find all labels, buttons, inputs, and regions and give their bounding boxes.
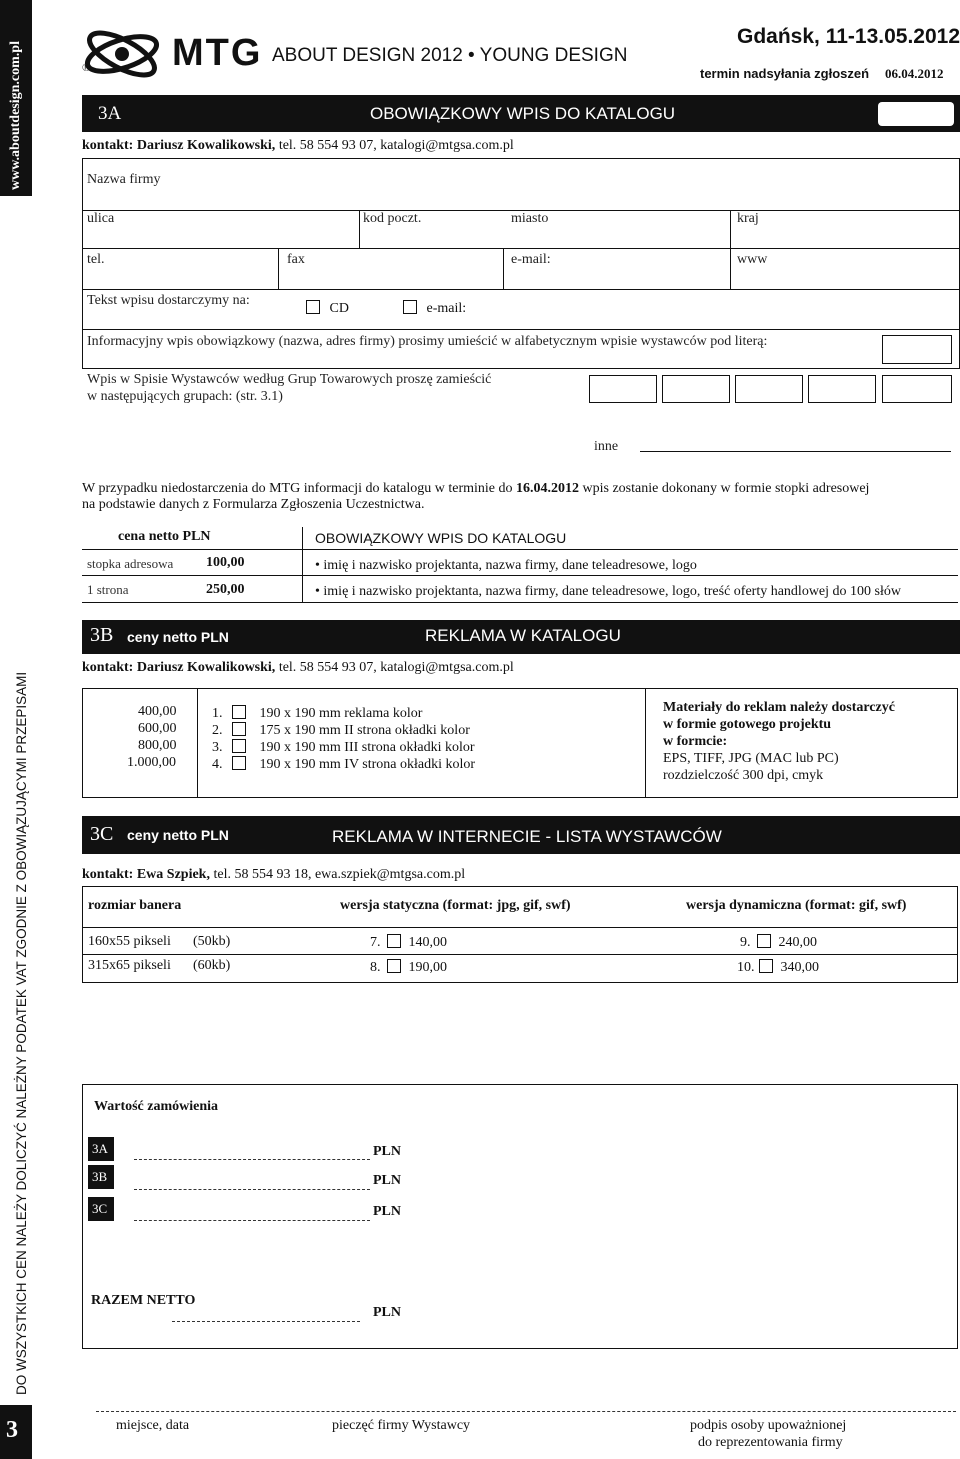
section-3a-contact [82,138,514,154]
price-row-value: 250,00 [206,582,245,597]
groups-instruction-1: Wpis w Spisie Wystawców według Grup Towarowych proszę zamieścić [87,372,492,387]
order-code-label: 3A [92,1141,108,1156]
ad-checkbox[interactable] [232,722,246,736]
ad-description: 190 x 190 mm III strona okładki kolor [259,740,475,755]
order-code-label: 3C [92,1201,108,1216]
event-place-date: Gdańsk, 11-13.05.2012 [737,25,960,48]
price-row-desc: • imię i nazwisko projektanta, nazwa firmy, dane teleadresowe, logo, treść oferty handlowej do 100 słów [315,584,901,599]
group-input-5[interactable] [882,375,952,403]
event-title: ABOUT DESIGN 2012 • YOUNG DESIGN [272,45,628,66]
ad-description: 190 x 190 mm IV strona okładki kolor [259,757,476,772]
price-row-name: 1 strona [87,582,129,597]
banner-size: 315x65 pikseli [88,958,171,973]
delivery-cd-label: CD [329,301,349,316]
tel-field[interactable]: tel. [87,252,105,267]
banner-dynamic-checkbox[interactable] [757,934,771,948]
section-3b-title: REKLAMA W KATALOGU [425,626,621,645]
ad-number: 3. [212,740,223,755]
notice-line-1 [82,481,869,497]
other-group-input[interactable] [640,451,951,452]
banner-static-option[interactable] [370,934,447,951]
section-3c-title: REKLAMA W INTERNECIE - LISTA WYSTAWCÓW [332,827,722,846]
delivery-cd-checkbox[interactable] [306,300,320,314]
delivery-email-option[interactable] [403,300,466,317]
order-code-label: 3B [92,1169,108,1184]
price-row-name: stopka adresowa [87,556,174,571]
banner-static-option[interactable] [370,959,447,976]
delivery-email-checkbox[interactable] [403,300,417,314]
footer-company-stamp: pieczęć firmy Wystawcy [332,1418,471,1433]
registered-mark: ® [82,62,91,74]
contact-3b-name: kontakt: Dariusz Kowalikowski, [82,660,276,675]
materials-line-3: w formcie: [663,734,728,749]
notice-text-a: W przypadku niedostarczenia do MTG informacji do katalogu w terminie do [82,481,516,496]
order-currency: PLN [373,1144,401,1159]
group-input-2[interactable] [662,375,730,403]
fax-field[interactable]: fax [287,252,305,267]
company-name-field[interactable]: Nazwa firmy [87,172,161,187]
section-3a-bar [82,95,960,132]
total-net-label: RAZEM NETTO [91,1293,196,1308]
banner-number: 7. [370,935,381,950]
ad-checkbox[interactable] [232,705,246,719]
banner-dynamic-header: wersja dynamiczna (format: gif, swf) [686,898,907,913]
other-group-label: inne [594,439,619,454]
section-3b-contact [82,660,514,676]
order-value-title: Wartość zamówienia [94,1099,219,1114]
delivery-email-label: e-mail: [426,301,467,316]
section-3b-code: 3B [90,624,114,646]
total-net-field[interactable] [172,1321,360,1322]
banner-static-header: wersja statyczna (format: jpg, gif, swf) [340,898,571,913]
banner-static-checkbox[interactable] [387,934,401,948]
ad-description: 175 x 190 mm II strona okładki kolor [259,723,470,738]
banner-price: 240,00 [778,935,817,950]
ad-checkbox[interactable] [232,739,246,753]
price-row-desc-text: imię i nazwisko projektanta, nazwa firmy, dane teleadresowe, logo, treść oferty handlowej do 100 słów [323,584,901,599]
total-currency: PLN [373,1305,401,1320]
logo-text: MTG [172,32,263,74]
letter-instruction: Informacyjny wpis obowiązkowy (nazwa, adres firmy) prosimy umieścić w alfabetycznym wpisie wystawców pod literą: [87,334,768,349]
city-field[interactable]: miasto [511,211,549,226]
footer-signature-1: podpis osoby upoważnionej [690,1418,847,1433]
page-number-bar [0,1405,32,1459]
ad-number: 2. [212,723,223,738]
ad-option[interactable] [212,739,475,756]
street-field[interactable]: ulica [87,211,115,226]
group-input-3[interactable] [735,375,803,403]
footer-signature-2: do reprezentowania firmy [698,1435,843,1450]
ad-price: 1.000,00 [127,755,176,770]
order-value-box [82,1084,958,1349]
postcode-field[interactable]: kod poczt. [363,211,422,226]
banner-price: 140,00 [408,935,447,950]
price-header: cena netto PLN [118,529,211,544]
www-field[interactable]: www [737,252,768,267]
materials-line-5: rozdzielczość 300 dpi, cmyk [663,768,824,783]
country-field[interactable]: kraj [737,211,759,226]
page-number: 3 [6,1417,18,1443]
banner-static-checkbox[interactable] [387,959,401,973]
order-currency: PLN [373,1204,401,1219]
order-currency: PLN [373,1173,401,1188]
ad-price: 400,00 [138,704,177,719]
section-3c-price-label: ceny netto PLN [127,827,229,843]
banner-price: 340,00 [780,960,819,975]
deadline-date: 06.04.2012 [885,66,944,81]
letter-input[interactable] [882,335,952,364]
materials-line-4: EPS, TIFF, JPG (MAC lub PC) [663,751,839,766]
sidebar-website: www.aboutdesign.com.pl [8,41,23,190]
price-row-desc-text: imię i nazwisko projektanta, nazwa firmy, dane teleadresowe, logo [323,558,697,573]
ad-price: 600,00 [138,721,177,736]
banner-number: 9. [740,935,751,950]
delivery-cd-option[interactable] [306,300,349,317]
deadline-label: termin nadsyłania zgłoszeń [700,66,870,81]
ad-description: 190 x 190 mm reklama kolor [259,706,423,721]
order-code [88,1197,114,1221]
banner-kb: (60kb) [193,958,231,973]
order-code [88,1137,114,1161]
section-3c-bar [82,816,960,854]
banner-number: 8. [370,960,381,975]
banner-size-header: rozmiar banera [88,898,182,913]
order-3b-amount-field[interactable] [134,1189,370,1190]
ad-option[interactable] [212,756,475,773]
email-field[interactable]: e-mail: [511,252,551,267]
banner-price: 190,00 [408,960,447,975]
group-input-1[interactable] [589,375,657,403]
sidebar-website-bar [0,0,32,196]
banner-dynamic-option[interactable] [737,959,819,976]
ad-number: 1. [212,706,223,721]
banner-dynamic-checkbox[interactable] [759,959,773,973]
ad-option[interactable] [212,705,422,722]
contact-3c-details: tel. 58 554 93 18, ewa.szpiek@mtgsa.com.pl [213,867,466,882]
notice-text-c: wpis zostanie dokonany w formie stopki adresowej [579,481,870,496]
materials-line-2: w formie gotowego projektu [663,717,832,732]
section-3b-bar [82,620,960,654]
section-3a-code-input[interactable] [878,102,954,126]
notice-date: 16.04.2012 [516,481,579,496]
order-3a-amount-field[interactable] [134,1159,370,1160]
materials-line-1: Materiały do reklam należy dostarczyć [663,700,895,715]
contact-3a-details: tel. 58 554 93 07, katalogi@mtgsa.com.pl [278,138,514,153]
group-input-4[interactable] [808,375,876,403]
section-3c-code: 3C [90,823,114,845]
contact-3a-name: kontakt: Dariusz Kowalikowski, [82,138,276,153]
sidebar-vat-note: DO WSZYSTKICH CEN NALEŻY DOLICZYĆ NALEŻNY PODATEK VAT ZGODNIE Z OBOWIĄZUJĄCYMI PRZEPISAMI [14,671,29,1395]
section-3a-code: 3A [98,103,122,124]
order-code [88,1165,114,1189]
contact-3b-details: tel. 58 554 93 07, katalogi@mtgsa.com.pl [278,660,514,675]
groups-instruction-2: w następujących grupach: (str. 3.1) [87,389,283,404]
price-row-desc: • imię i nazwisko projektanta, nazwa firmy, dane teleadresowe, logo [315,558,697,573]
banner-kb: (50kb) [193,934,231,949]
offer-header: OBOWIĄZKOWY WPIS DO KATALOGU [315,530,567,546]
banner-number: 10. [737,960,755,975]
notice-line-2: na podstawie danych z Formularza Zgłoszenia Uczestnictwa. [82,497,425,512]
ad-checkbox[interactable] [232,756,246,770]
banner-size: 160x55 pikseli [88,934,171,949]
ad-number: 4. [212,757,223,772]
section-3c-contact [82,867,465,883]
section-3b-price-label: ceny netto PLN [127,629,229,645]
banner-dynamic-option[interactable] [740,934,817,951]
order-3c-amount-field[interactable] [134,1220,370,1221]
contact-3c-name: kontakt: Ewa Szpiek, [82,867,210,882]
delivery-label: Tekst wpisu dostarczymy na: [87,293,250,308]
ad-price: 800,00 [138,738,177,753]
section-3a-title: OBOWIĄZKOWY WPIS DO KATALOGU [370,104,676,123]
footer-signature-line [96,1411,956,1412]
price-row-value: 100,00 [206,555,245,570]
ad-option[interactable] [212,722,470,739]
footer-place-date: miejsce, data [116,1418,190,1433]
mtg-logo [80,22,263,86]
